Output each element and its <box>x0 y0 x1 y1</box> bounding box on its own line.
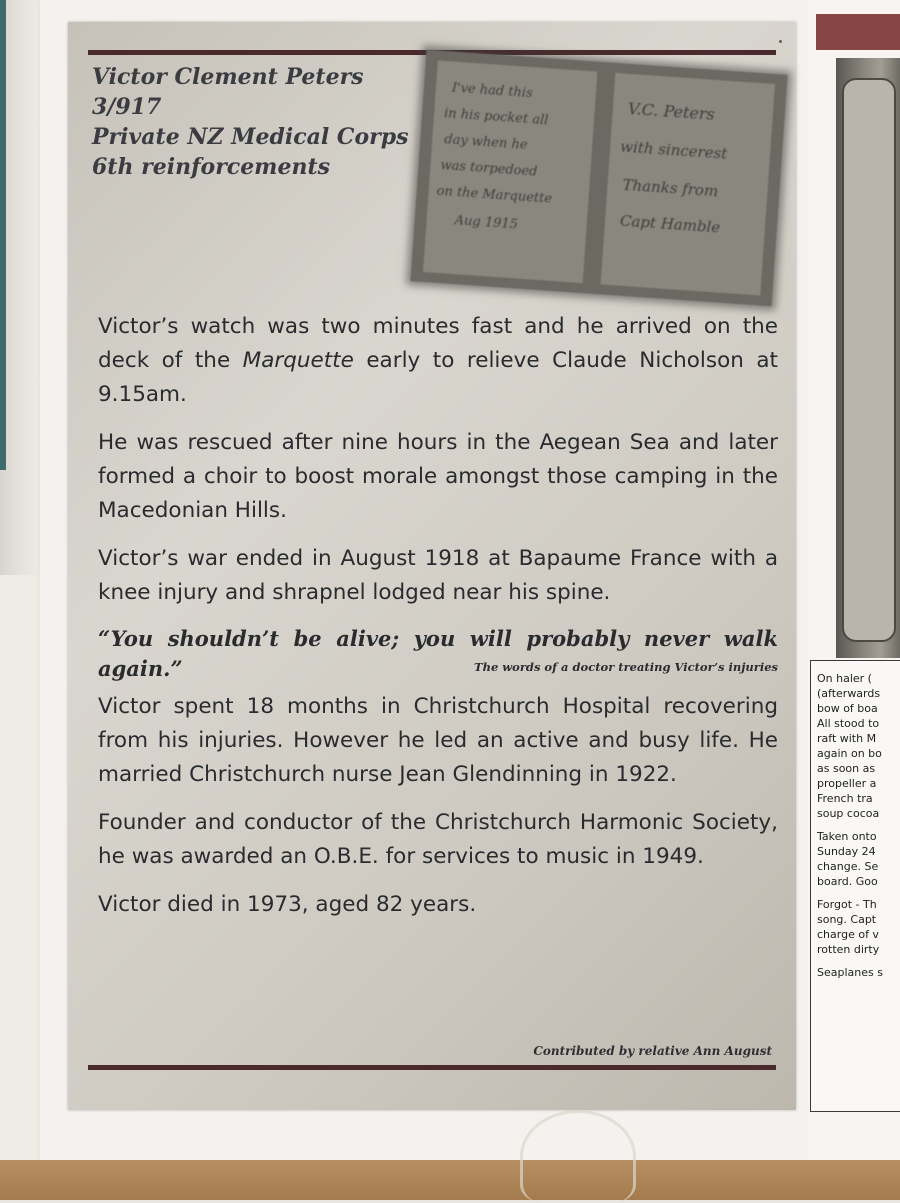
paragraph-text: Victor’s watch was two minutes fast and he arrived on the deck of the <box>98 314 778 373</box>
quote-attribution: The words of a doctor treating Victor’s injuries <box>474 660 778 674</box>
transcript-line: change. Se <box>817 860 879 873</box>
left-teal-edge <box>0 0 6 470</box>
diary-page <box>842 78 896 642</box>
diary-transcript-box <box>810 660 900 1112</box>
adjacent-board <box>808 0 900 1165</box>
transcript-paragraph <box>817 829 900 889</box>
transcript-line: board. Goo <box>817 875 878 888</box>
story-text <box>98 310 778 936</box>
handwriting-line: in his pocket all <box>443 106 549 129</box>
diary-transcript <box>817 671 900 988</box>
transcript-line: bow of boa <box>817 702 878 715</box>
transcript-line: raft with M <box>817 732 877 745</box>
handwriting-line: day when he <box>443 132 528 153</box>
service-number: 3/917 <box>92 94 162 120</box>
handwriting-line: with sincerest <box>619 137 728 163</box>
transcript-line: propeller a <box>817 777 877 790</box>
soldier-name: Victor Clement Peters <box>92 64 364 90</box>
paragraph-war-end: Victor’s war ended in August 1918 at Bapaume France with a knee injury and shrapnel lodged near his spine. <box>98 546 778 605</box>
reinforcement: 6th reinforcements <box>92 154 331 180</box>
transcript-line: All stood to <box>817 717 880 730</box>
handwriting-line: Aug 1915 <box>454 213 519 233</box>
transcript-line: French tra <box>817 792 873 805</box>
transcript-line: On haler ( <box>817 672 872 685</box>
handwriting-line: on the Marquette <box>436 183 553 207</box>
transcript-line: rotten dirty <box>817 943 880 956</box>
handwriting-line: Capt Hamble <box>619 211 721 237</box>
acrylic-stand <box>520 1110 636 1203</box>
handwriting-line: I've had this <box>451 80 534 102</box>
handwriting-line: Thanks from <box>621 175 719 201</box>
bottom-rule <box>88 1065 776 1070</box>
contributor-credit: Contributed by relative Ann August <box>533 1044 772 1058</box>
ship-name: Marquette <box>242 348 354 373</box>
transcript-line: Taken onto <box>817 830 877 843</box>
soldier-header <box>92 62 408 182</box>
paragraph-watch <box>98 310 778 412</box>
transcript-line: charge of v <box>817 928 879 941</box>
transcript-line: as soon as <box>817 762 876 775</box>
rank-unit: Private NZ Medical Corps <box>92 124 409 150</box>
handwriting-line: was torpedoed <box>439 157 538 180</box>
transcript-line: Seaplanes s <box>817 966 883 979</box>
transcript-line: Sunday 24 <box>817 845 876 858</box>
adjacent-title-bar <box>816 14 900 50</box>
pin-dot <box>779 40 782 43</box>
transcript-paragraph <box>817 897 900 957</box>
handwriting-line: V.C. Peters <box>627 98 716 124</box>
transcript-line: soup cocoa <box>817 807 880 820</box>
memorial-panel <box>68 22 796 1110</box>
wooden-table-edge <box>0 1160 900 1200</box>
paragraph-rescue: He was rescued after nine hours in the Aegean Sea and later formed a choir to boost morale amongst those camping in the Macedonian Hills. <box>98 430 778 523</box>
transcript-line: song. Capt <box>817 913 877 926</box>
diary-photo <box>836 58 900 658</box>
left-lower-board <box>0 575 41 1165</box>
paragraph-text: early to relieve Claude Nicholson at 9.15am. <box>98 348 778 407</box>
notebook-handwriting <box>410 50 787 307</box>
transcript-paragraph <box>817 671 900 821</box>
transcript-paragraph <box>817 965 900 980</box>
paragraph-hospital: Victor spent 18 months in Christchurch Hospital recovering from his injuries. However he led an active and busy life. He married Christchurch nurse Jean Glendinning in 1922. <box>98 694 778 787</box>
paragraph-death: Victor died in 1973, aged 82 years. <box>98 892 477 917</box>
paragraph-harmonic: Founder and conductor of the Christchurch Harmonic Society, he was awarded an O.B.E. for services to music in 1949. <box>98 810 778 869</box>
notebook-photo <box>410 50 787 307</box>
transcript-line: Forgot - Th <box>817 898 877 911</box>
quote-text: “You shouldn’t be alive; you will probably never walk again.” <box>98 626 778 681</box>
transcript-line: (afterwards <box>817 687 881 700</box>
transcript-line: again on bo <box>817 747 882 760</box>
doctor-quote <box>98 624 778 684</box>
